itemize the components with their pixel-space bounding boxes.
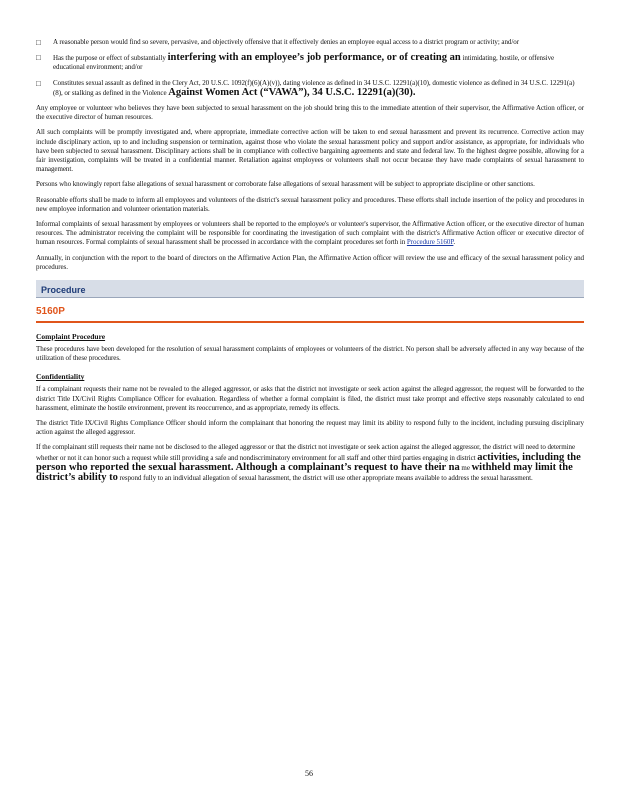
procedure-label: Procedure: [41, 285, 86, 296]
bullet-text: Has the purpose or effect of substantially: [53, 54, 168, 63]
informal-text: Informal complaints of sexual harassment by employees or volunteers shall be reported to the employee's or volunteer's supervisor, the Affirmative Action officer, or the executive director of human resources. The administrator receiving the complaint will be responsible for coordinating the investigation of such complaint with the district's Affirmative Action officer or executive director of human resources. Formal complaints of sexual harassment shall be processed in accordance with the complaint procedures set forth in: [36, 220, 584, 247]
policy-paragraph: Reasonable efforts shall be made to inform all employees and volunteers of the district's sexual harassment policy and procedures. These efforts shall include insertion of the policy and procedures in new employee information and volunteer orientation materials.: [36, 195, 584, 213]
informal-complaints-paragraph: [36, 220, 584, 248]
checkbox-bullet-icon: □: [36, 38, 41, 47]
orange-divider: [36, 321, 584, 323]
procedure-code: 5160P: [36, 306, 65, 318]
annual-review-paragraph: Annually, in conjunction with the report to the board of directors on the Affirmative Action Plan, the Affirmative Action officer will review the use and efficacy of the sexual harassment policy and procedures.: [36, 253, 584, 271]
conf-text: me: [461, 463, 470, 472]
bullet-item: [36, 79, 584, 98]
confidentiality-paragraph: If a complainant requests their name not be revealed to the alleged aggressor, or asks that the district not investigate or seek action against the alleged aggressor, the request will be forwarded to the district Title IX/Civil Rights Compliance Officer for evaluation. Regardless of whether a formal complaint is filed, the district must take prompt and effective steps reasonably calculated to end harassment, eliminate the hostile environment, prevent its reoccurrence, and as appropriate, remedy its effects.: [36, 385, 584, 412]
conf-text-large: activities, including the person who reported the sexual harassment. Although a complainant’s request to have their na: [36, 451, 581, 473]
checkbox-bullet-icon: □: [36, 78, 41, 88]
procedure-link[interactable]: Procedure 5160P: [406, 238, 454, 247]
bullet-text-large: interfering with an employee’s job performance, or of creating an: [167, 52, 461, 64]
document-page: [36, 38, 584, 489]
complaint-procedure-text: These procedures have been developed for the resolution of sexual harassment complaints of employees or volunteers of the district. No person shall be adversely affected in any way because of the utilization of these procedures.: [36, 345, 584, 363]
conf-text: If the complainant still requests their name not be disclosed to the alleged aggressor or that the district not investigate or seek action against the alleged aggressor, the district will need to determine whether or not it can honor such a request while still providing a safe and nondiscriminatory environment for all staff and other third parties engaging in district: [36, 443, 576, 462]
confidentiality-heading: Confidentiality: [36, 372, 85, 382]
bullet-text: intimidating, hostile, or offensive educational environment; and/or: [53, 54, 555, 72]
page-number: 56: [305, 769, 313, 778]
policy-paragraph: All such complaints will be promptly investigated and, where appropriate, immediate corrective action will be taken to end sexual harassment and prevent its recurrence. Corrective action may include disciplinary action, up to and including suspension or termination, against those who violate the sexual harassment policy and support and/or assistance, as appropriate, for individuals who have been subjected to sexual harassment. Disciplinary actions shall be in compliance with collective bargaining agreements and state and federal law. To the highest degree possible, allowing for a fair investigation, complaints will be treated in a confidential manner. Retaliation against employees or volunteers shall not occur because they have made complaints of sexual harassment to management.: [36, 128, 584, 174]
conf-text: respond fully to an individual allegation of sexual harassment, the district will use other appropriate means available to address the sexual harassment.: [117, 474, 533, 483]
bullet-item: [36, 38, 584, 47]
procedure-section-bar: [36, 280, 584, 298]
conf-text-large: withheld may limit the district’s ability to: [36, 461, 573, 484]
complaint-procedure-heading: Complaint Procedure: [36, 332, 106, 342]
bullet-text-large: Against Women Act (“VAWA”), 34 U.S.C. 12291(a)(30).: [168, 86, 416, 98]
policy-paragraph: Any employee or volunteer who believes they have been subjected to sexual harassment on the job should bring this to the immediate attention of their supervisor, the Affirmative Action officer, or the executive director of human resources.: [36, 104, 584, 122]
bullet-item: [36, 53, 584, 72]
informal-text-end: .: [453, 238, 456, 247]
bullet-text: Constitutes sexual assault as defined in the Clery Act, 20 U.S.C. 1092(f)(6)(A)(v)), dating violence as defined in 34 U.S.C. 12291(a)(10), domestic violence as defined in 34 U.S.C. 12291(a)(8), or stalking as defined in the Violence: [53, 78, 575, 97]
checkbox-bullet-icon: □: [36, 53, 41, 63]
confidentiality-paragraph: The district Title IX/Civil Rights Compliance Officer should inform the complainant that honoring the request may limit its ability to respond fully to the incident, including pursuing disciplinary action against the alleged aggressor.: [36, 419, 584, 437]
confidentiality-paragraph: [36, 443, 584, 483]
bullet-text: A reasonable person would find so severe, pervasive, and objectively offensive that it effectively denies an employee equal access to a district program or activity; and/or: [53, 38, 520, 46]
policy-paragraph: Persons who knowingly report false allegations of sexual harassment or corroborate false allegations of sexual harassment will be subject to appropriate discipline or other sanctions.: [36, 180, 535, 189]
